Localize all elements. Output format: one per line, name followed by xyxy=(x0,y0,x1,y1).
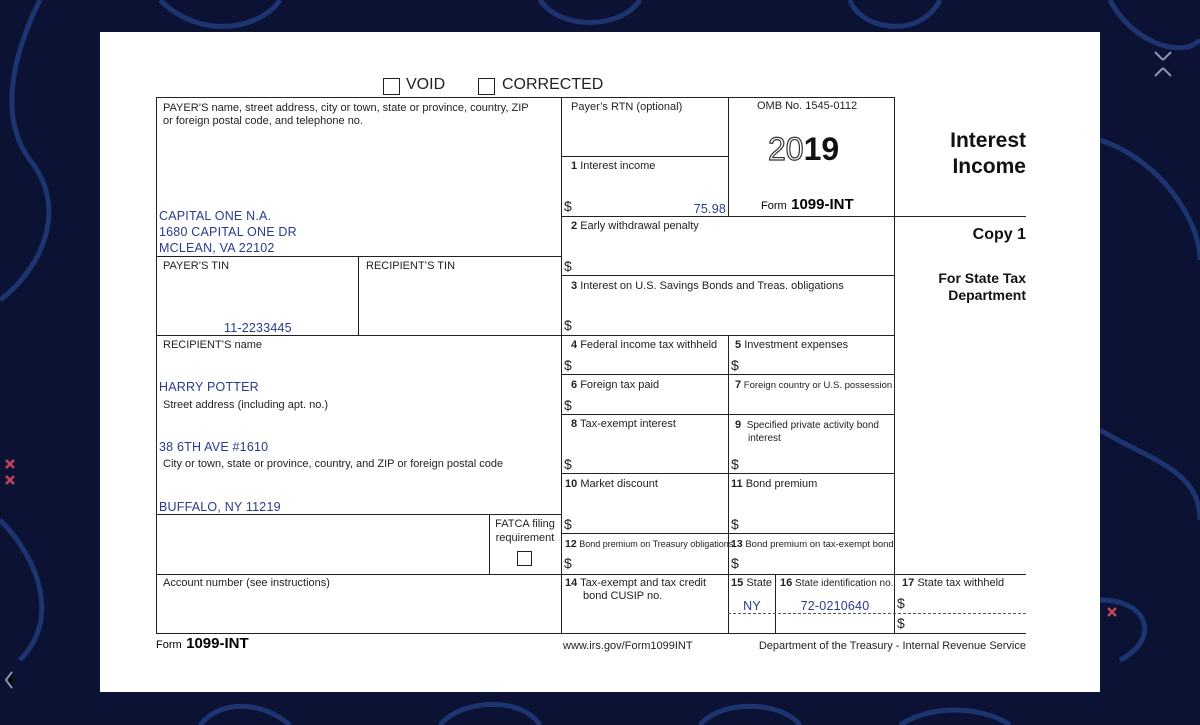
box3-label: 3 Interest on U.S. Savings Bonds and Treas. obligations xyxy=(571,280,844,292)
corrected-checkbox[interactable] xyxy=(478,78,495,95)
box2-dollar: $ xyxy=(564,258,572,274)
line-under-rtn xyxy=(561,156,728,157)
recipient-city: BUFFALO, NY 11219 xyxy=(159,500,281,514)
box11-dollar: $ xyxy=(731,516,739,532)
box7-label: 7 Foreign country or U.S. possession xyxy=(735,379,893,391)
void-checkbox[interactable] xyxy=(383,78,400,95)
copy-purpose xyxy=(900,270,1026,304)
void-label: VOID xyxy=(406,76,446,93)
divider-boxes-title xyxy=(894,97,895,633)
omb-number: OMB No. 1545-0112 xyxy=(757,100,858,112)
box1-label: 1 Interest income xyxy=(571,160,656,172)
box12-label: 12 Bond premium on Treasury obligations xyxy=(565,538,734,550)
box6-label: 6 Foreign tax paid xyxy=(571,379,660,391)
box10-dollar: $ xyxy=(564,516,572,532)
box1-dollar: $ xyxy=(564,198,572,214)
omb-form-id xyxy=(761,196,854,214)
line-under-box4 xyxy=(561,374,894,375)
recipient-name: HARRY POTTER xyxy=(159,380,259,394)
form-title-line2: Income xyxy=(952,155,1026,178)
recipient-street: 38 6TH AVE #1610 xyxy=(159,440,269,454)
tax-year-suffix: 19 xyxy=(803,131,840,167)
payer-tin-value: 11-2233445 xyxy=(224,321,292,335)
recipient-tin-label: RECIPIENT’S TIN xyxy=(366,260,456,272)
tax-year-prefix: 20 xyxy=(768,131,804,167)
line-under-box10 xyxy=(561,533,894,534)
box1-value[interactable]: 75.98 xyxy=(693,202,726,216)
box9-label: 9 Specified private activity bond xyxy=(735,419,879,431)
box8-dollar: $ xyxy=(564,456,572,472)
footer-form-name: 1099-INT xyxy=(186,635,249,652)
omb-form-name: 1099-INT xyxy=(791,196,854,213)
payer-rtn-label: Payer’s RTN (optional) xyxy=(571,101,683,113)
corrected-label: CORRECTED xyxy=(502,76,604,93)
footer-form-id xyxy=(156,635,249,653)
recipient-street-label: Street address (including apt. no.) xyxy=(163,399,329,411)
tax-year xyxy=(768,132,839,166)
box6-dollar: $ xyxy=(564,397,572,413)
omb-form-prefix: Form xyxy=(761,200,787,212)
footer-url[interactable]: www.irs.gov/Form1099INT xyxy=(563,640,693,652)
box16-label: 16 State identification no. xyxy=(780,577,894,589)
line-under-box1 xyxy=(561,216,1026,217)
box3-dollar: $ xyxy=(564,317,572,333)
copy-label: Copy 1 xyxy=(972,226,1026,243)
payer-label-line2: or foreign postal code, and telephone no. xyxy=(163,115,363,127)
box5-label: 5 Investment expenses xyxy=(735,339,849,351)
form-bottom-border xyxy=(156,633,1026,634)
state-row-divider xyxy=(728,613,1026,614)
recipient-name-label: RECIPIENT’S name xyxy=(163,339,263,351)
fatca-label-line2: requirement xyxy=(495,532,555,544)
payer-name: CAPITAL ONE N.A. xyxy=(159,209,272,223)
line-under-fatca xyxy=(156,574,1026,575)
box4-dollar: $ xyxy=(564,357,572,373)
box11-label: 11 Bond premium xyxy=(731,478,818,490)
line-under-recipient xyxy=(156,514,561,515)
box13-label: 13 Bond premium on tax-exempt bond xyxy=(731,538,894,550)
payer-label: PAYER’S name, street address, city or town, state or province, country, ZIP xyxy=(163,102,529,114)
divider-tins xyxy=(358,256,359,335)
payer-city: MCLEAN, VA 22102 xyxy=(159,241,275,255)
box9-dollar: $ xyxy=(731,456,739,472)
box5-dollar: $ xyxy=(731,357,739,373)
form-title-line1: Interest xyxy=(950,129,1026,152)
fatca-label-line1: FATCA filing xyxy=(495,518,555,530)
line-under-box2 xyxy=(561,275,894,276)
form-left-border xyxy=(156,97,157,633)
box12-dollar: $ xyxy=(564,555,572,571)
box14-label: 14 Tax-exempt and tax credit xyxy=(565,577,707,589)
box8-label: 8 Tax-exempt interest xyxy=(571,418,676,430)
divider-left-right xyxy=(561,97,562,633)
footer-agency: Department of the Treasury - Internal Revenue Service xyxy=(758,640,1026,652)
box15-label: 15 State xyxy=(731,577,772,589)
form-top-border xyxy=(156,97,895,98)
box13-dollar: $ xyxy=(731,555,739,571)
box14-label-line2: bond CUSIP no. xyxy=(583,590,663,602)
form-title xyxy=(900,128,1026,180)
divider-rtn-omb xyxy=(728,97,729,217)
payer-street: 1680 CAPITAL ONE DR xyxy=(159,225,297,239)
fatca-checkbox[interactable] xyxy=(517,551,532,566)
copy-purpose-line2: Department xyxy=(948,287,1026,303)
payer-tin-label: PAYER’S TIN xyxy=(163,260,230,272)
fatca-label xyxy=(490,517,560,545)
box17-label: 17 State tax withheld xyxy=(902,577,1005,589)
box16-value[interactable]: 72-0210640 xyxy=(800,599,870,613)
box17-dollar-row2: $ xyxy=(897,615,905,631)
line-under-tins xyxy=(156,335,894,336)
box2-label: 2 Early withdrawal penalty xyxy=(571,220,699,232)
line-under-box8 xyxy=(561,473,894,474)
recipient-city-label: City or town, state or province, country, and ZIP or foreign postal code xyxy=(163,458,504,470)
copy-purpose-line1: For State Tax xyxy=(938,270,1026,286)
box9-label-line2: interest xyxy=(748,433,781,444)
box17-dollar-row1: $ xyxy=(897,595,905,611)
line-under-box6 xyxy=(561,414,894,415)
form-1099-int-sheet xyxy=(100,32,1100,692)
box15-value[interactable]: NY xyxy=(743,599,761,613)
footer-form-prefix: Form xyxy=(156,639,182,651)
box10-label: 10 Market discount xyxy=(565,478,658,490)
account-number-label: Account number (see instructions) xyxy=(163,577,330,589)
box4-label: 4 Federal income tax withheld xyxy=(571,339,718,351)
